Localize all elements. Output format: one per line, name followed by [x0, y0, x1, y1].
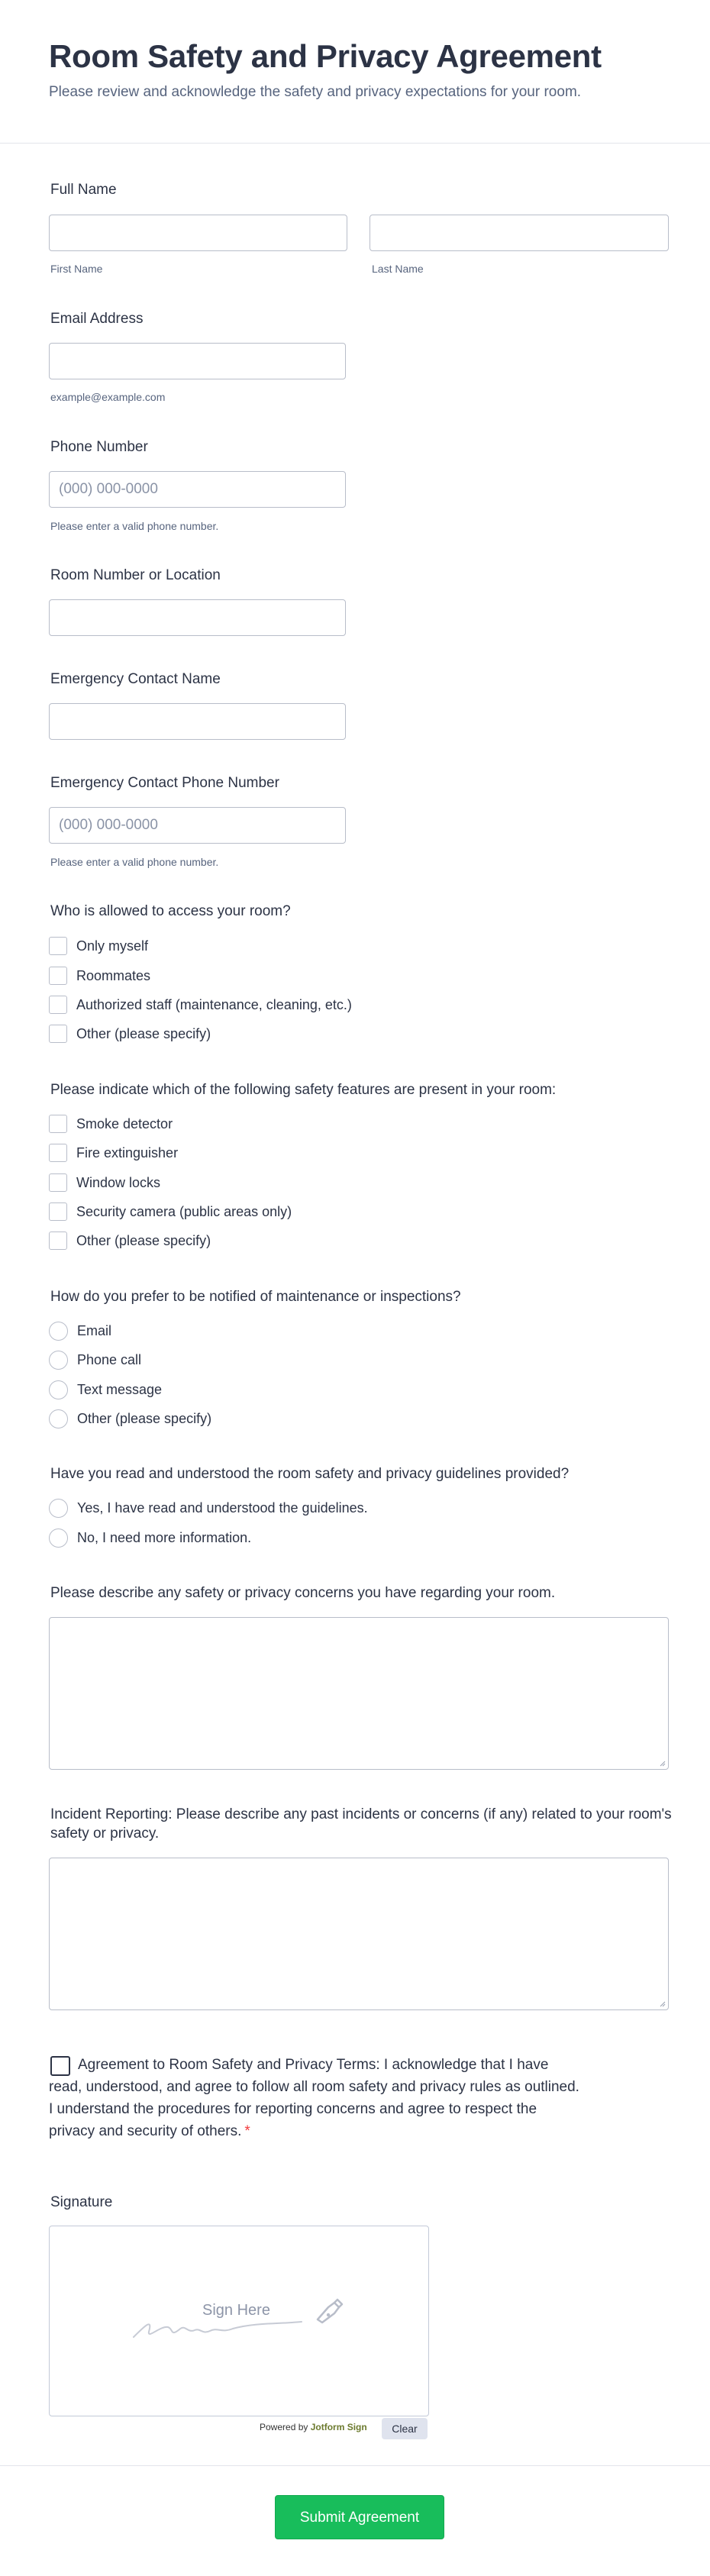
- resize-grip-icon[interactable]: [658, 2000, 666, 2007]
- checkbox[interactable]: [49, 1144, 67, 1162]
- checkbox[interactable]: [49, 1232, 67, 1250]
- phone-label: Phone Number: [50, 439, 148, 455]
- phone-sublabel: Please enter a valid phone number.: [50, 520, 219, 532]
- email-sublabel: example@example.com: [50, 391, 166, 403]
- room-label: Room Number or Location: [50, 567, 221, 583]
- option-label: Authorized staff (maintenance, cleaning, etc.): [76, 996, 352, 1012]
- access-option[interactable]: [49, 936, 148, 956]
- guidelines-question: Have you read and understood the room safety and privacy guidelines provided?: [50, 1466, 570, 1482]
- emergency-phone-input[interactable]: (000) 000-0000: [49, 807, 346, 844]
- last-name-input[interactable]: [370, 215, 669, 251]
- checkbox[interactable]: [49, 1115, 67, 1133]
- checkbox[interactable]: [49, 1025, 67, 1043]
- option-label: Other (please specify): [77, 1410, 212, 1426]
- radio-button[interactable]: [49, 1380, 68, 1399]
- emergency-name-label: Emergency Contact Name: [50, 671, 221, 687]
- notify-option[interactable]: [49, 1380, 162, 1399]
- checkbox[interactable]: [49, 967, 67, 985]
- agreement-text: [49, 2054, 583, 2142]
- concerns-question: Please describe any safety or privacy concerns you have regarding your room.: [50, 1585, 556, 1601]
- first-name-input[interactable]: [49, 215, 347, 251]
- option-label: Yes, I have read and understood the guidelines.: [77, 1499, 368, 1516]
- feature-option[interactable]: [49, 1202, 292, 1222]
- agreement-label: Agreement to Room Safety and Privacy Terms: I acknowledge that I have read, understood, and agree to follow all room safety and privacy rules as outlined. I understand the procedures for reporting concerns and agree to respect the privacy and security of others.: [49, 2057, 579, 2139]
- last-name-sublabel: Last Name: [372, 263, 424, 275]
- notify-option[interactable]: [49, 1321, 111, 1341]
- notify-question: How do you prefer to be notified of maintenance or inspections?: [50, 1289, 461, 1305]
- signature-hint: Sign Here: [202, 2302, 270, 2319]
- checkbox[interactable]: [49, 1202, 67, 1221]
- guidelines-option[interactable]: [49, 1528, 251, 1548]
- emergency-phone-label: Emergency Contact Phone Number: [50, 775, 279, 791]
- powered-brand: Jotform Sign: [310, 2422, 367, 2432]
- powered-prefix: Powered by: [260, 2422, 308, 2432]
- pen-icon: [313, 2297, 347, 2327]
- checkbox[interactable]: [49, 937, 67, 955]
- phone-input[interactable]: (000) 000-0000: [49, 471, 346, 508]
- footer-divider: [0, 2465, 710, 2466]
- checkbox[interactable]: [49, 996, 67, 1014]
- emergency-phone-sublabel: Please enter a valid phone number.: [50, 856, 219, 868]
- option-label: Roommates: [76, 967, 151, 983]
- option-label: Smoke detector: [76, 1115, 173, 1131]
- option-label: No, I need more information.: [77, 1529, 252, 1545]
- clear-signature-button[interactable]: Clear: [382, 2418, 428, 2439]
- radio-button[interactable]: [49, 1322, 68, 1341]
- option-label: Only myself: [76, 938, 149, 954]
- access-option[interactable]: [49, 995, 352, 1015]
- submit-button[interactable]: Submit Agreement: [275, 2495, 444, 2539]
- page-title: Room Safety and Privacy Agreement: [49, 38, 602, 74]
- access-option[interactable]: [49, 966, 150, 986]
- incident-question: Incident Reporting: Please describe any past incidents or concerns (if any) related to your room's safety or privacy.: [50, 1806, 672, 1842]
- powered-by: [260, 2422, 367, 2432]
- checkbox[interactable]: [49, 1173, 67, 1192]
- notify-option[interactable]: [49, 1350, 141, 1370]
- form-header: [0, 0, 710, 144]
- access-option[interactable]: [49, 1024, 211, 1044]
- page-subtitle: Please review and acknowledge the safety and privacy expectations for your room.: [49, 84, 582, 100]
- concerns-textarea[interactable]: [49, 1617, 669, 1770]
- required-mark: *: [244, 2123, 250, 2139]
- signature-pad[interactable]: [49, 2226, 429, 2416]
- option-label: Other (please specify): [76, 1025, 211, 1041]
- feature-option[interactable]: [49, 1173, 160, 1193]
- feature-option[interactable]: [49, 1231, 211, 1251]
- features-question: Please indicate which of the following safety features are present in your room:: [50, 1082, 557, 1098]
- feature-option[interactable]: [49, 1143, 178, 1163]
- notify-option[interactable]: [49, 1409, 211, 1428]
- first-name-sublabel: First Name: [50, 263, 103, 275]
- full-name-label: Full Name: [50, 182, 117, 198]
- radio-button[interactable]: [49, 1409, 68, 1428]
- option-label: Phone call: [77, 1351, 142, 1367]
- email-input[interactable]: [49, 343, 346, 379]
- room-input[interactable]: [49, 599, 346, 636]
- option-label: Other (please specify): [76, 1232, 211, 1248]
- radio-button[interactable]: [49, 1351, 68, 1370]
- radio-button[interactable]: [49, 1499, 68, 1518]
- email-label: Email Address: [50, 311, 144, 327]
- feature-option[interactable]: [49, 1114, 173, 1134]
- signature-label: Signature: [50, 2194, 113, 2210]
- option-label: Email: [77, 1322, 112, 1338]
- access-question: Who is allowed to access your room?: [50, 903, 291, 919]
- guidelines-option[interactable]: [49, 1498, 368, 1518]
- option-label: Text message: [77, 1381, 163, 1397]
- option-label: Fire extinguisher: [76, 1144, 179, 1160]
- option-label: Window locks: [76, 1174, 161, 1190]
- incident-textarea[interactable]: [49, 1858, 669, 2010]
- resize-grip-icon[interactable]: [658, 1759, 666, 1767]
- emergency-name-input[interactable]: [49, 703, 346, 740]
- radio-button[interactable]: [49, 1528, 68, 1548]
- option-label: Security camera (public areas only): [76, 1203, 292, 1219]
